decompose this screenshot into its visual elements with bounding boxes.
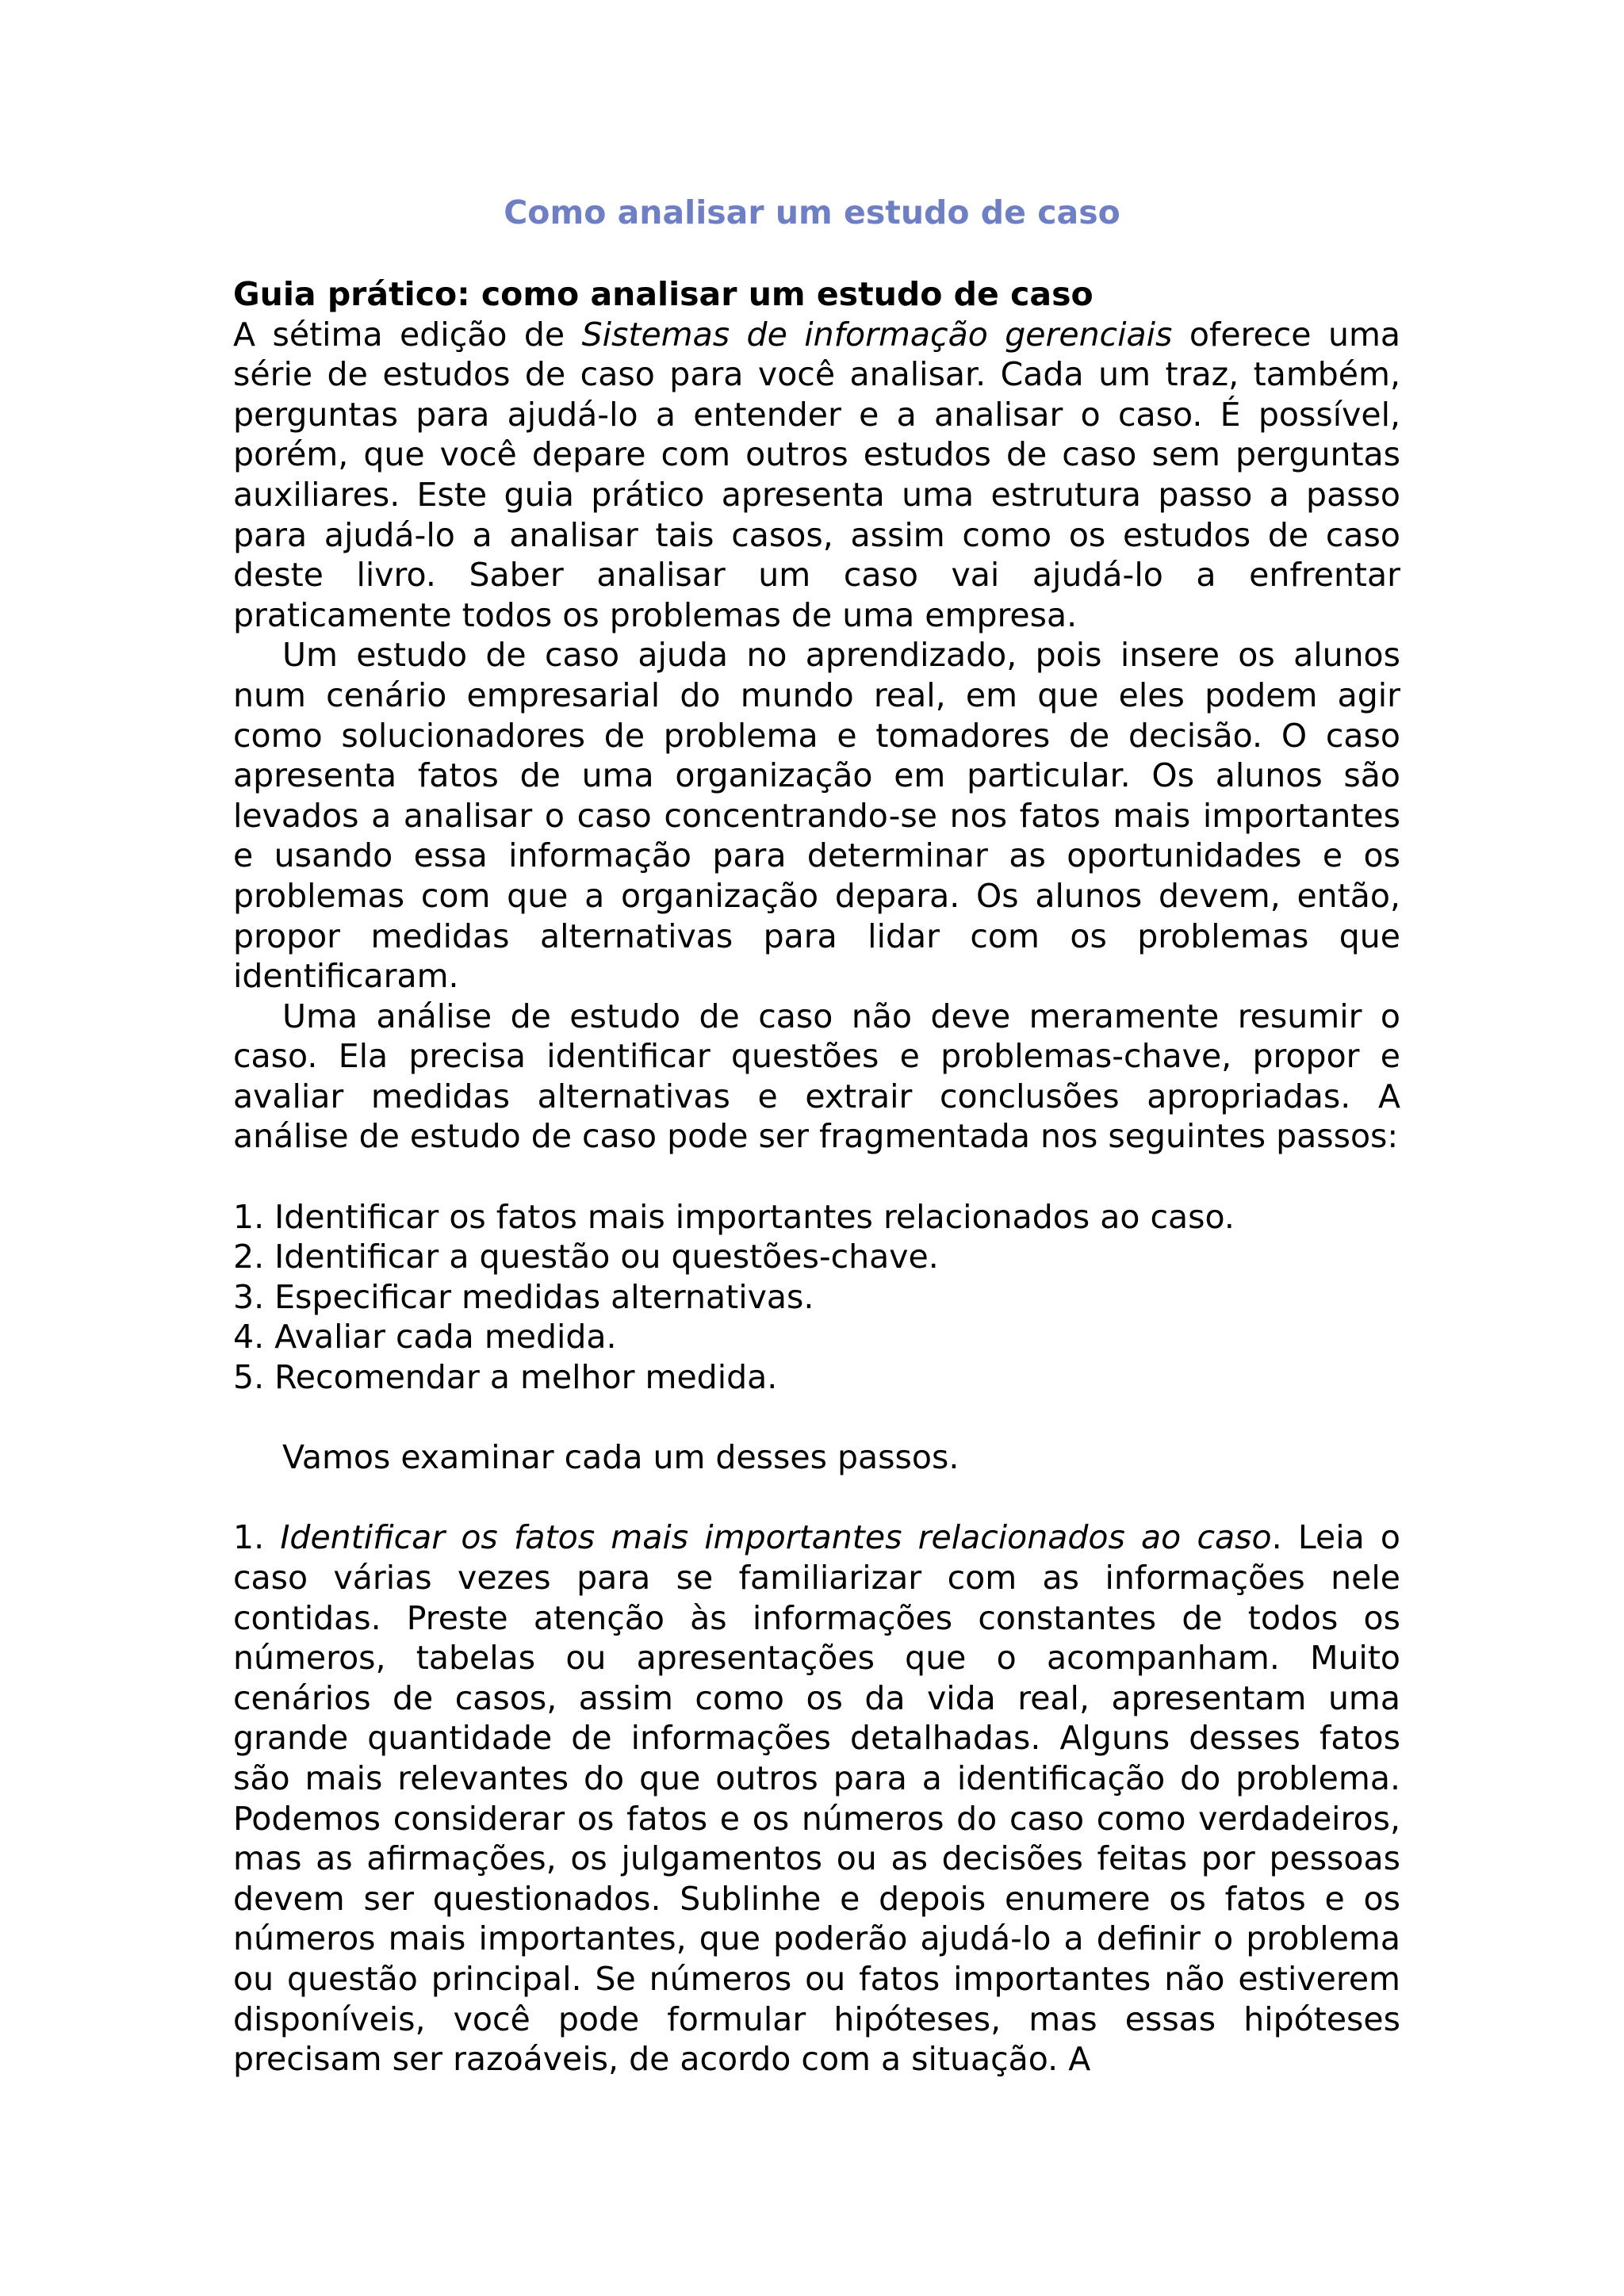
list-item: 3. Especificar medidas alternativas.	[233, 1277, 814, 1316]
list-item: 5. Recomendar a melhor medida.	[233, 1358, 778, 1397]
list-item: 2. Identificar a questão ou questões-chave.	[233, 1238, 939, 1276]
step1-title: Identificar os fatos mais importantes relacionados ao caso	[280, 1518, 1272, 1557]
step1-title-end: .	[1271, 1518, 1282, 1557]
list-item: 4. Avaliar cada medida.	[233, 1318, 617, 1357]
step1-body: Leia o caso várias vezes para se familiarizar com as informações nele contidas. Preste atenção às informações constantes de todos os números, tabelas ou apresentações que o acompanham. Muito cenários de casos, assim como os da vida real, apresentam uma grande quantidade de informações detalhadas. Alguns desses fatos são mais relevantes do que outros para a identificação do problema. Podemos considerar os fatos e os números do caso como verdadeiros, mas as afirmações, os julgamentos ou as decisões feitas por pessoas devem ser questionados. Sublinhe e depois enumere os fatos e os números mais importantes, que poderão ajudá-lo a definir o problema ou questão principal. Se números ou fatos importantes não estiverem disponíveis, você pode formular hipóteses, mas essas hipóteses precisam ser razoáveis, de acordo com a situação. A	[233, 1518, 1400, 2079]
document-title: Como analisar um estudo de caso	[504, 193, 1120, 232]
spacer	[233, 1157, 1400, 1197]
spacer	[233, 1398, 1400, 1438]
book-title: Sistemas de informação gerenciais	[581, 315, 1173, 354]
step1-number: 1.	[233, 1518, 281, 1557]
list-item: 1. Identificar os fatos mais importantes relacionados ao caso.	[233, 1197, 1235, 1236]
transition-paragraph: Vamos examinar cada um desses passos.	[282, 1438, 959, 1477]
step1-section-paragraph	[233, 1517, 1400, 2079]
document-body	[233, 274, 1400, 2080]
steps-list	[233, 1197, 1400, 1398]
intro-paragraph	[233, 315, 1400, 636]
paragraph-case-study-learning: Um estudo de caso ajuda no aprendizado, pois insere os alunos num cenário empresarial do mundo real, em que eles podem agir como solucionadores de problema e tomadores de decisão. O caso apresenta fatos de uma organização em particular. Os alunos são levados a analisar o caso concentrando-se nos fatos mais importantes e usando essa informação para determinar as oportunidades e os problemas com que a organização depara. Os alunos devem, então, propor medidas alternativas para lidar com os problemas que identificaram.	[233, 636, 1400, 996]
intro-text-end: oferece uma série de estudos de caso para você analisar. Cada um traz, também, perguntas para ajudá-lo a entender e a analisar o caso. É possível, porém, que você depare com outros estudos de caso sem perguntas auxiliares. Este guia prático apresenta uma estrutura passo a passo para ajudá-lo a analisar tais casos, assim como os estudos de caso deste livro. Saber analisar um caso vai ajudá-lo a enfrentar praticamente todos os problemas de uma empresa.	[233, 315, 1401, 634]
section-heading: Guia prático: como analisar um estudo de caso	[233, 275, 1094, 313]
paragraph-case-analysis-steps: Uma análise de estudo de caso não deve meramente resumir o caso. Ela precisa identificar questões e problemas-chave, propor e avaliar medidas alternativas e extrair conclusões apropriadas. A análise de estudo de caso pode ser fragmentada nos seguintes passos:	[233, 997, 1400, 1156]
spacer	[233, 1478, 1400, 1518]
intro-text-start: A sétima edição de	[233, 315, 582, 354]
